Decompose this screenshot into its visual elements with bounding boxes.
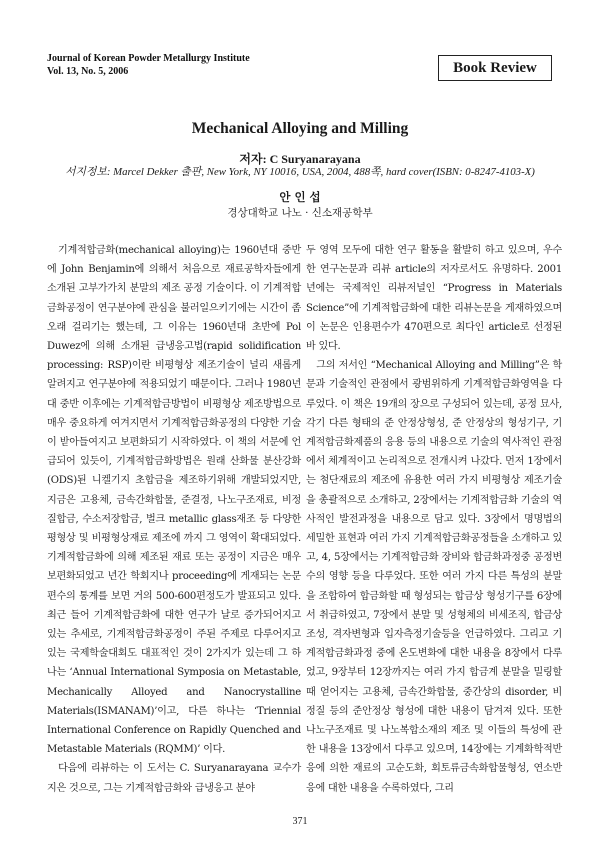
bibliographic-info: 서지정보: Marcel Dekker 출판, New York, NY 10016, USA, 2004, 488쪽, hard cover(ISBN: 0-8247-4103-X) [65, 166, 535, 178]
book-author: 저자: C Suryanarayana [239, 152, 361, 166]
body-column-left [47, 241, 301, 798]
book-title: Mechanical Alloying and Milling [191, 120, 409, 137]
journal-name: Journal of Korean Powder Metallurgy Institute [47, 53, 250, 64]
body-paragraph: 다음에 리뷰하는 이 도서는 C. Suryanarayana 교수가 지은 것으로, 그는 기계적합금화와 급냉응고 분야 [47, 763, 301, 794]
reviewer-name: 안 인 섭 [279, 190, 321, 204]
body-paragraph: 그의 저서인 “Mechanical Alloying and Milling”은 학문과 기술적인 관점에서 광범위하게 기계적합금화영역을 다루었다. 이 책은 19개의 장으로 구성되어 있는데, 공정 묘사, 각기 다른 형태의 준 안정상형성, 준 안정상의 형성기구, 기계적합금화제품의 응용 등의 내용으로 기술의 역사적인 관점에서 체계적이고 논리적으로 전개시켜 나갔다. 먼저 1장에서는 첨단재료의 제조에 유용한 여러 가지 비평형상 제조기술을 총괄적으로 소개하고, 2장에서는 기계적합금화 기술의 역사적인 발전과정을 내용으로 담고 있다. 3장에서 명명법의 세밀한 표현과 여러 가지 기계적합금화공정들을 소개하고 있고, 4, 5장에서는 기계적합금화 장비와 합금화과정중 공정변수의 영향 등을 다루었다. 또한 여러 가지 다른 특성의 분말을 조합하여 합금화할 때 형성되는 합금상 형성기구를 6장에서 취급하였고, 7장에서 분말 및 성형체의 비세조직, 합금상 조성, 격자변형과 입자측정기술등을 언급하였다. 그리고 기계적합금화과정 중에 온도변화에 대한 내용을 8장에서 다루었고, 9장부터 12장까지는 여러 가지 합금계 분말을 밀링할 때 얻어지는 고용체, 금속간화합물, 중간상의 disorder, 비정질 등의 준안정상 형성에 대한 내용이 담겨져 있다. 또한 나노구조재료 및 나노복합소재의 제조 및 이들의 특성에 관한 내용을 13장에서 다루고 있으며, 14장에는 기계화학적반응에 의한 재료의 고순도화, 회토류금속화합물형성, 연소반응에 대한 내용을 수록하였다, 그리 [306, 360, 562, 794]
body-column-right [306, 241, 562, 798]
reviewer-affiliation: 경상대학교 나노 · 신소재공학부 [227, 207, 373, 219]
body-paragraph: 기계적합금화(mechanical alloying)는 1960년대 중반에 John Benjamin에 의해서 처음으로 재료공학자들에게 소개된 고부가가치 분말의 제조 공정 기술이다. 이 기계적합금화공정이 연구분야에 관심을 불러일으키기에는 시간이 좀 오래 걸리기는 했는데, 그 이유는 1960년대 초반에 Pol Duwez에 의해 소개된 급냉응고법(rapid solidification processing: RSP)이란 비평형상 제조기술이 널리 새롭게 알려지고 연구분야에 적용되었기 때문이다. 그러나 1980년대 중반 이후에는 기계적합금방법이 비평형상 제조방법으로 매우 중요하게 여겨지면서 기계적합금화공정의 다양한 기술이 받아들여지고 보편화되기 시작하였다. 이 책의 서문에 언급되어 있듯이, 기계적합금화방법은 원래 산화물 분산강화(ODS)된 니켈기지 초합금을 제조하기위해 개발되었지만, 지금은 고용체, 금속간화합물, 준결정, 나노구조재료, 비정질합금, 수소저장합금, 벌크 metallic glass재조 등 다양한 평형상 및 비평형상재료 제조에 까지 그 영역이 확대되었다. 기계적합금화에 의해 제조된 재료 또는 공정이 지금은 매우 보편화되었고 년간 학회지나 proceeding에 게재되는 논문 편수의 통계를 보면 거의 500-600편정도가 발표되고 있다. 최근 들어 기계적합금화에 대한 연구가 날로 증가되어지고 있는 추세로, 기계적합금화공정이 주된 주제로 다루어지고 있는 국제학술대회도 대표적인 것이 2가지가 있는데 그 하나는 ‘Annual International Symposia on Metastable, Mechanically Alloyed and Nanocrystalline Materials(ISMANAM)’이고, 다른 하나는 ‘Triennial International Conference on Rapidly Quenched and Metastable Materials (RQMM)’ 이다. [47, 245, 301, 756]
journal-volume: Vol. 13, No. 5, 2006 [47, 66, 129, 77]
page-number: 371 [292, 816, 308, 827]
body-paragraph: 두 영역 모두에 대한 연구 활동을 활발히 하고 있으며, 우수한 연구논문과 리뷰 article의 저자로서도 유명하다. 2001년에는 국제적인 리뷰저널인 “Progress in Materials Science”에 기계적합금화에 대한 리뷰논문을 게재하였으며 이 논문은 인용편수가 470편으로 최다인 article로 선정된 바 있다. [306, 245, 562, 353]
journal-citation [47, 52, 250, 78]
section-label: Book Review [453, 59, 537, 76]
section-label-box [438, 55, 552, 81]
